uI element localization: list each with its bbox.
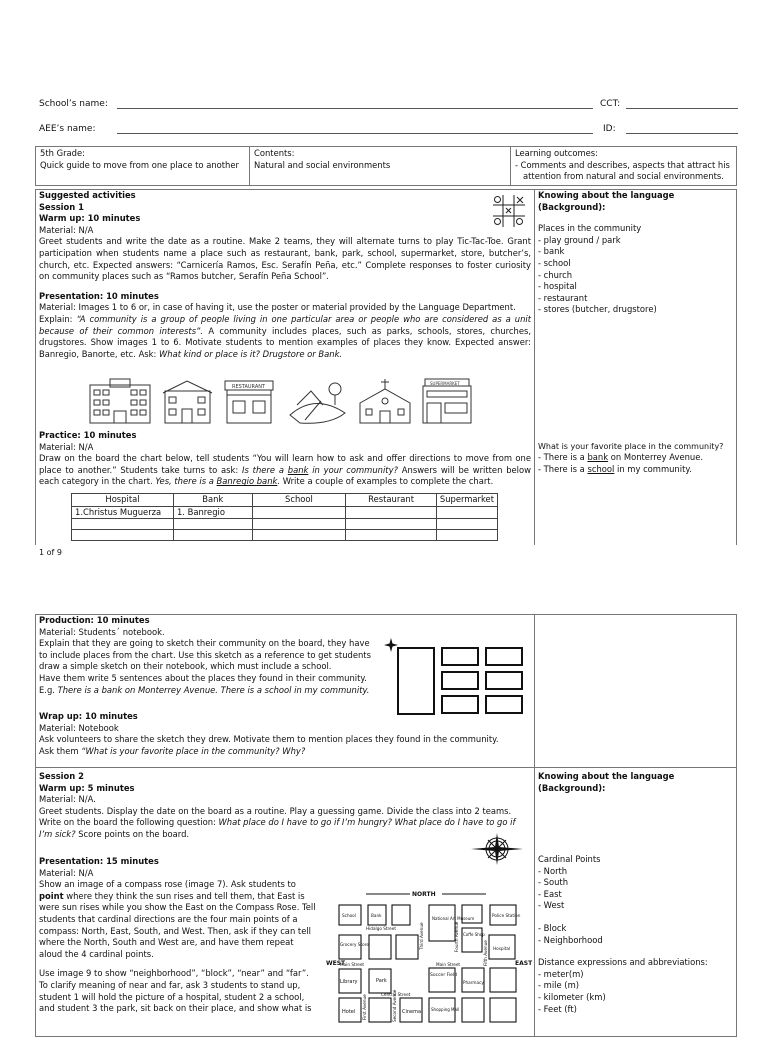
places-list <box>538 235 735 316</box>
svg-text:WEST: WEST <box>326 960 346 967</box>
svg-text:Hotel: Hotel <box>342 1009 356 1015</box>
practice-text-1: Draw on the board the chart below, tell students “You will learn how to ask and offer directions to move from one place to another.” Students take turns to ask: <box>39 453 531 475</box>
svg-text:Pharmacy: Pharmacy <box>463 980 484 985</box>
table-cell <box>72 519 174 530</box>
list-item: - South <box>538 877 569 888</box>
practice-content <box>39 430 531 488</box>
practice-yes-post: . <box>277 476 281 487</box>
school-name-label: School’s name: <box>39 99 108 109</box>
table-header-school: School <box>252 494 346 507</box>
list-item: - restaurant <box>538 292 588 303</box>
contents-cell <box>249 146 511 186</box>
presentation-question: What kind or place is it? Drugstore or Bank. <box>159 348 343 359</box>
session2-presentation <box>39 856 319 1015</box>
svg-text:Hospital: Hospital <box>493 946 511 951</box>
contents-title: Contents: <box>254 148 295 158</box>
knowing2-title: Knowing about the language <box>538 771 675 781</box>
table-header-hospital: Hospital <box>72 494 174 507</box>
svg-text:RESTAURANT: RESTAURANT <box>232 384 266 390</box>
practice-text-3: Write a couple of examples to complete the chart. <box>280 476 494 487</box>
community-definition: “A community is a group of people living in one particular area or people who are considered as a unit because of their common interests”. <box>39 313 531 336</box>
table-row <box>72 519 498 530</box>
warmup-text: Greet students and write the date as a routine. Make 2 teams, they will alternate turns to play Tic-Tac-Toe. Grant participation when students name a place such as restaurant, bank, park, school, supermarket, store, butcher’s, church, etc. Expected answers: “Carnicería Ramos, Esc. Serafín Peña, etc.” Complete responses to foster curiosity on community places such as “Ramos butcher, Serafín Peña School”. <box>39 236 531 282</box>
list-item: - play ground / park <box>538 234 621 245</box>
svg-text:Main Street: Main Street <box>436 962 461 967</box>
list-item: - North <box>538 865 568 876</box>
session1-title: Session 1 <box>39 201 85 212</box>
svg-text:Fourth Avenue: Fourth Avenue <box>454 921 459 952</box>
session2-presentation-text: Show an image of a compass rose (image 7). Ask students to point where they think the sun rises and tell them, that East is were sun rises while you show the East on the Compass Rose. Tell students that cardinal directions are the four main points of a compass: North, East, South, and West. Then, ask if they can tell where the North, South and West are, and have them repeat aloud the 4 cardinal points. <box>39 879 316 959</box>
session2-warmup-material: Material: N/A. <box>39 794 96 805</box>
table-cell <box>346 530 437 541</box>
svg-text:Library: Library <box>340 979 358 985</box>
session2-presentation-material: Material: N/A <box>39 867 94 878</box>
wrapup-title: Wrap up: 10 minutes <box>39 711 138 721</box>
production-text-2: Have them write 5 sentences about the places they found in their community. <box>39 672 367 683</box>
presentation-explain-label: Explain: <box>39 313 77 324</box>
practice-question-word: bank <box>287 464 309 475</box>
community-sketch-icon <box>384 638 530 718</box>
table-cell <box>173 530 252 541</box>
session2-presentation-title: Presentation: 15 minutes <box>39 856 159 866</box>
knowing-content <box>538 190 735 316</box>
knowing2-subtitle: (Background): <box>538 782 606 793</box>
practice-text <box>39 453 531 488</box>
svg-text:Grocery Store: Grocery Store <box>340 942 369 947</box>
svg-text:Hidalgo Street: Hidalgo Street <box>366 926 396 931</box>
table-cell <box>346 519 437 530</box>
table-cell <box>72 530 174 541</box>
table-row <box>72 530 498 541</box>
svg-text:NORTH: NORTH <box>412 891 436 898</box>
table-cell <box>252 519 346 530</box>
table-cell <box>436 506 497 519</box>
restaurant-image <box>225 381 273 423</box>
places-chart-table <box>71 493 498 541</box>
table-header-bank: Bank <box>173 494 252 507</box>
favorite-answer-1: - There is a bank on Monterrey Avenue. <box>538 452 704 463</box>
outcomes-text-2: attention from natural and social environments. <box>523 171 724 182</box>
practice-title: Practice: 10 minutes <box>39 430 137 440</box>
svg-text:Shopping Mall: Shopping Mall <box>431 1007 460 1012</box>
favorite-place-block <box>538 441 735 475</box>
distance-title: Distance expressions and abbreviations: <box>538 957 708 968</box>
table-header-supermarket: Supermarket <box>436 494 497 507</box>
production-example: E.g. There is a bank on Monterrey Avenue. There is a school in my community. <box>39 684 370 695</box>
svg-text:Coffe Shop: Coffe Shop <box>463 932 485 937</box>
grade-title: 5th Grade: <box>40 148 85 158</box>
table-header-row <box>72 494 498 507</box>
places-images <box>85 375 505 427</box>
svg-text:School: School <box>342 913 356 918</box>
list-item: - school <box>538 257 571 268</box>
session2-warmup-text: Greet students. Display the date on the board as a routine. Play a guessing game. Divide the class into 2 teams. Write on the board the following question: What place do I have to go if I’m hungry? What place do I have to go if I’m sick? Score points on the board. <box>39 805 516 839</box>
list-item: - bank <box>538 246 565 257</box>
presentation-title: Presentation: 10 minutes <box>39 290 159 301</box>
list-item: - hospital <box>538 281 577 292</box>
park-image <box>290 383 345 423</box>
session2-content <box>39 771 531 841</box>
table-cell <box>252 506 346 519</box>
cardinal-title: Cardinal Points <box>538 854 601 864</box>
cardinal-points-list <box>538 854 735 1015</box>
wrapup-content <box>39 711 531 757</box>
places-title: Places in the community <box>538 223 642 234</box>
table-header-restaurant: Restaurant <box>346 494 437 507</box>
production-text-1: Explain that they are going to sketch their community on the board, they have to include places from the chart. Use this sketch as a reference to get students draw a simple sketch on their notebook, which must include a school. <box>39 638 371 672</box>
list-item: - Feet (ft) <box>538 1003 577 1014</box>
grade-cell <box>35 146 250 186</box>
list-item: - kilometer (km) <box>538 991 606 1002</box>
warmup-title: Warm up: 10 minutes <box>39 213 141 224</box>
aee-name-label: AEE’s name: <box>39 124 96 134</box>
table-cell <box>346 506 437 519</box>
practice-question-pre: Is there a <box>242 464 288 475</box>
list-item: - church <box>538 269 573 280</box>
list-item: - stores (butcher, drugstore) <box>538 304 657 315</box>
knowing-title: Knowing about the language <box>538 190 675 200</box>
svg-text:SUPERMARKET: SUPERMARKET <box>430 381 460 386</box>
svg-text:Soccer Field: Soccer Field <box>430 973 457 978</box>
compass-rose-icon <box>468 832 526 866</box>
school-name-field[interactable] <box>117 108 593 109</box>
practice-yes-word: Banregio bank <box>216 476 278 487</box>
svg-text:Bank: Bank <box>371 913 382 918</box>
svg-text:Second Avenue: Second Avenue <box>392 989 397 1022</box>
favorite-place-question: What is your favorite place in the community? <box>538 442 724 451</box>
grade-text: Quick guide to move from one place to another <box>40 159 239 170</box>
list-item: - Block <box>538 922 567 933</box>
school-building-image <box>163 381 212 423</box>
svg-text:Main Street: Main Street <box>340 962 365 967</box>
tic-tac-toe-icon <box>492 194 526 228</box>
table-row <box>72 506 498 519</box>
practice-question-post: in your community? <box>308 464 398 475</box>
church-image <box>360 379 410 423</box>
presentation-body: A community includes places, such as parks, schools, stores, churches, drugstores. Show images 1 to 6. Motivate students to mention examples of places they know. Expected answer: Banregio, Banorte, etc. Ask: <box>39 325 531 359</box>
production-content <box>39 615 379 696</box>
svg-text:First Avenue: First Avenue <box>362 994 367 1020</box>
wrapup-text: Ask volunteers to share the sketch they drew. Motivate them to mention places they found in the community. <box>39 734 499 745</box>
practice-text-2: Answers will be written below each category in the chart. <box>39 464 531 487</box>
table-cell <box>173 519 252 530</box>
session1-content <box>39 190 531 360</box>
session2-warmup-title: Warm up: 5 minutes <box>39 782 135 793</box>
practice-yes-pre: Yes, there is a <box>155 476 217 487</box>
session2-title: Session 2 <box>39 771 85 781</box>
outcomes-text-1: - Comments and describes, aspects that attract his <box>515 159 730 170</box>
table-cell <box>252 530 346 541</box>
list-item: - Neighborhood <box>538 934 603 945</box>
list-item: - mile (m) <box>538 980 580 991</box>
production-material: Material: Students´ notebook. <box>39 626 165 637</box>
svg-text:Cinema: Cinema <box>402 1009 422 1015</box>
list-item: - West <box>538 900 565 911</box>
svg-text:Police Station: Police Station <box>492 913 521 918</box>
cct-field[interactable] <box>626 108 738 109</box>
hospital-image <box>90 379 150 423</box>
svg-text:National Art Museum: National Art Museum <box>432 916 475 921</box>
production-right-cell <box>534 614 737 768</box>
id-field[interactable] <box>626 133 738 134</box>
production-title: Production: 10 minutes <box>39 615 150 625</box>
list-item: - meter(m) <box>538 968 584 979</box>
warmup-material: Material: N/A <box>39 224 94 235</box>
wrapup-ask: Ask them “What is your favorite place in the community? Why? <box>39 745 306 756</box>
wrapup-material: Material: Notebook <box>39 722 119 733</box>
table-cell <box>436 519 497 530</box>
supermarket-image <box>423 379 471 423</box>
neighborhood-map <box>326 888 533 1024</box>
favorite-answer-2: - There is a school in my community. <box>538 463 692 474</box>
presentation-text <box>39 314 531 360</box>
contents-text: Natural and social environments <box>254 159 391 170</box>
svg-text:EAST: EAST <box>515 960 533 967</box>
table-cell: 1. Banregio <box>173 506 252 519</box>
svg-text:Fifth Avenue: Fifth Avenue <box>483 940 488 966</box>
knowing-subtitle: (Background): <box>538 201 606 212</box>
cct-label: CCT: <box>600 99 621 109</box>
session2-presentation-text-c: Use image 9 to show “neighborhood”, “block”, “near” and “far”. To clarify meaning of near and far, ask 3 students to stand up, student 1 will hold the picture of a hospital, student 2 a school, and student 3 the park, sit back on their place, and show what is <box>39 968 312 1014</box>
svg-text:Central Street: Central Street <box>381 992 411 997</box>
table-cell <box>436 530 497 541</box>
id-label: ID: <box>603 124 616 134</box>
aee-name-field[interactable] <box>117 133 593 134</box>
outcomes-title: Learning outcomes: <box>515 148 598 158</box>
practice-material: Material: N/A <box>39 441 94 452</box>
svg-text:Park: Park <box>376 978 387 984</box>
svg-text:Third Avenue: Third Avenue <box>419 922 424 950</box>
presentation-material: Material: Images 1 to 6 or, in case of having it, use the poster or material provided by the Language Department. <box>39 302 516 313</box>
knowing2-content <box>538 771 735 794</box>
list-item: - East <box>538 888 562 899</box>
page-number: 1 of 9 <box>39 548 62 557</box>
suggested-activities-title: Suggested activities <box>39 190 136 200</box>
outcomes-cell <box>510 146 737 186</box>
table-cell: 1.Christus Muguerza <box>72 506 174 519</box>
